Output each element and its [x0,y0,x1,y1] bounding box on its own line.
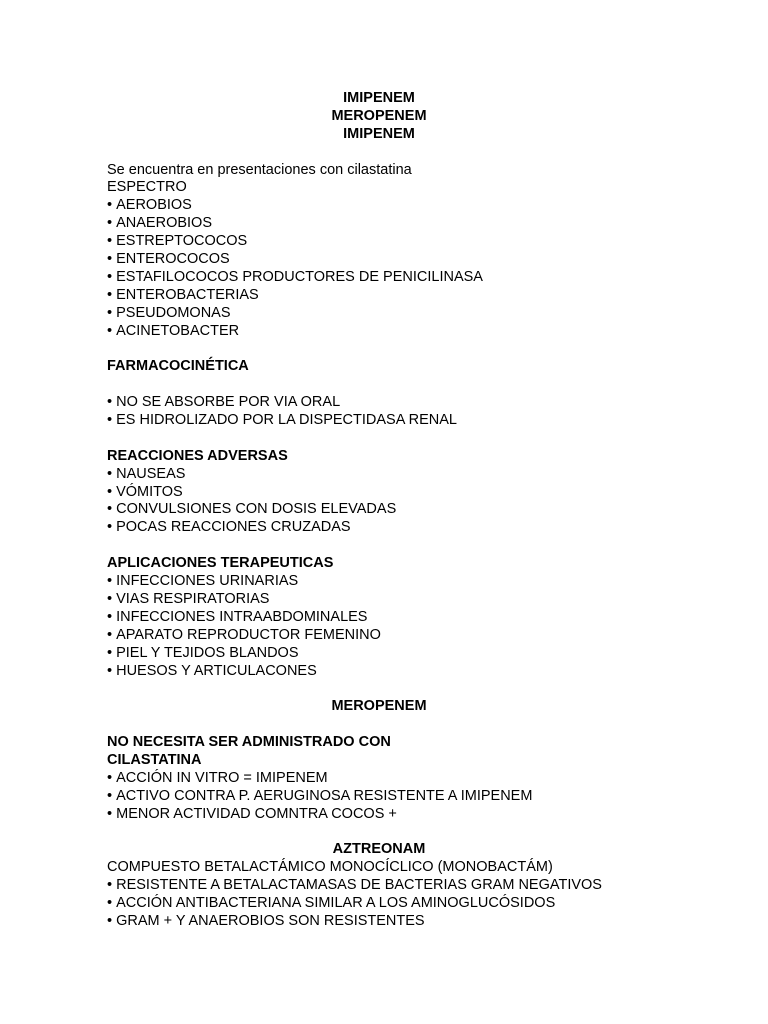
meropenem-title: MEROPENEM [331,698,427,715]
list-item: • PIEL Y TEJIDOS BLANDOS [107,645,667,663]
title-imipenem: IMIPENEM [343,90,415,106]
list-item: • ESTREPTOCOCOS [107,233,667,251]
list-item: • VÓMITOS [107,484,667,502]
spacer [107,537,667,555]
list-item: • NO SE ABSORBE POR VIA ORAL [107,394,667,412]
list-item: • ACINETOBACTER [107,323,667,341]
list-item: • INFECCIONES URINARIAS [107,573,667,591]
intro-text: Se encuentra en presentaciones con cilastatina [107,161,412,178]
aztreonam-title: AZTREONAM [332,841,426,858]
document-body [107,90,667,931]
list-item: • NAUSEAS [107,466,667,484]
spacer [107,680,667,698]
list-item: • APARATO REPRODUCTOR FEMENINO [107,627,667,645]
list-item: • ENTEROBACTERIAS [107,287,667,305]
espectro-heading: ESPECTRO [107,179,187,196]
meropenem-heading-line-2: CILASTATINA [107,751,202,768]
meropenem-heading-line-1: NO NECESITA SER ADMINISTRADO CON [107,734,391,751]
title-imipenem-section: IMIPENEM [343,125,415,142]
list-item: • ESTAFILOCOCOS PRODUCTORES DE PENICILINASA [107,269,667,287]
aztreonam-intro: COMPUESTO BETALACTÁMICO MONOCÍCLICO (MONOBACTÁM) [107,859,553,876]
spacer [107,376,667,394]
list-item: • ANAEROBIOS [107,215,667,233]
spacer [107,824,667,842]
list-item: • MENOR ACTIVIDAD COMNTRA COCOS + [107,806,667,824]
aplicaciones-heading: APLICACIONES TERAPEUTICAS [107,555,334,572]
title-meropenem: MEROPENEM [331,107,427,124]
list-item: • PSEUDOMONAS [107,305,667,323]
list-item: • AEROBIOS [107,197,667,215]
list-item: • ACCIÓN ANTIBACTERIANA SIMILAR A LOS AMINOGLUCÓSIDOS [107,895,667,913]
list-item: • CONVULSIONES CON DOSIS ELEVADAS [107,501,667,519]
reacciones-heading: REACCIONES ADVERSAS [107,447,288,464]
spacer [107,716,667,734]
list-item: • ENTEROCOCOS [107,251,667,269]
list-item: • ES HIDROLIZADO POR LA DISPECTIDASA RENAL [107,412,667,430]
list-item: • POCAS REACCIONES CRUZADAS [107,519,667,537]
list-item: • ACCIÓN IN VITRO = IMIPENEM [107,770,667,788]
list-item: • INFECCIONES INTRAABDOMINALES [107,609,667,627]
list-item: • GRAM + Y ANAEROBIOS SON RESISTENTES [107,913,667,931]
farmacocinetica-heading: FARMACOCINÉTICA [107,358,249,375]
spacer [107,430,667,448]
list-item: • HUESOS Y ARTICULACONES [107,663,667,681]
list-item: • RESISTENTE A BETALACTAMASAS DE BACTERIAS GRAM NEGATIVOS [107,877,667,895]
spacer [107,144,667,162]
list-item: • VIAS RESPIRATORIAS [107,591,667,609]
list-item: • ACTIVO CONTRA P. AERUGINOSA RESISTENTE A IMIPENEM [107,788,667,806]
spacer [107,340,667,358]
